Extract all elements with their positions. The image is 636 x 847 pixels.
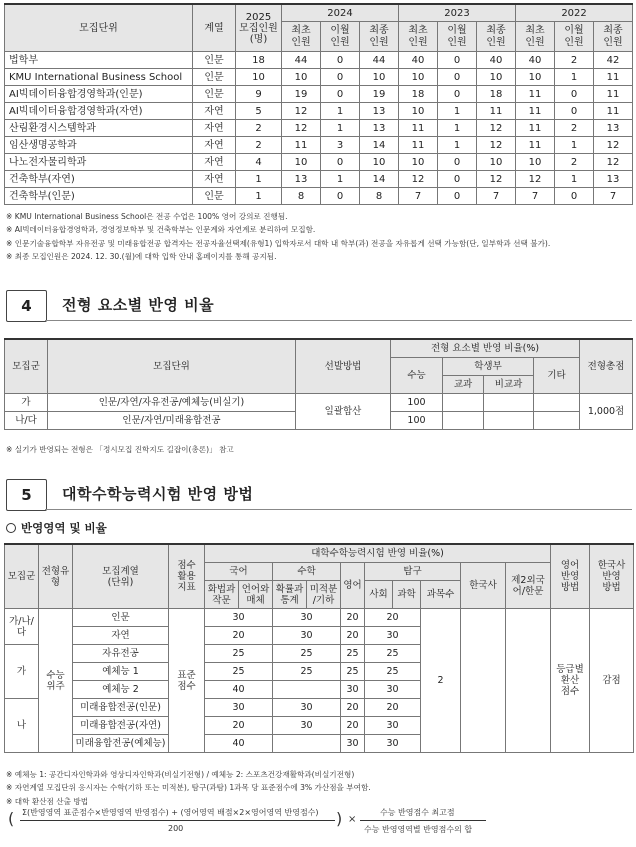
header-subject: 교과 xyxy=(443,376,484,394)
count-cell: 11 xyxy=(399,120,438,137)
unit-cell: 자연 xyxy=(73,627,169,645)
unit-name: AI빅데이터융합경영학과(자연) xyxy=(5,103,193,120)
count-cell: 1 xyxy=(438,103,477,120)
table1-notes xyxy=(6,210,550,263)
table-row xyxy=(5,69,633,86)
field: 인문 xyxy=(193,69,236,86)
header-nonsubject: 비교과 xyxy=(484,376,534,394)
korean-ratio: 40 xyxy=(205,735,273,753)
header-unit: 모집단위 xyxy=(48,339,296,394)
unit-name: AI빅데이터융합경영학과(인문) xyxy=(5,86,193,103)
unit-name: 산림환경시스템학과 xyxy=(5,120,193,137)
header-year-2022: 2022 xyxy=(516,4,633,22)
header-math: 수학 xyxy=(273,563,341,581)
quota-2025: 9 xyxy=(236,86,282,103)
count-cell: 11 xyxy=(516,103,555,120)
header-ratio: 대학수학능력시험 반영 비율(%) xyxy=(205,544,551,563)
count-cell: 10 xyxy=(399,103,438,120)
field: 인문 xyxy=(193,52,236,69)
unit-cell: 미래융합전공(인문) xyxy=(73,699,169,717)
count-cell: 7 xyxy=(399,188,438,205)
english-method-cell: 등급별 환산 점수 xyxy=(551,609,590,753)
count-cell: 10 xyxy=(399,154,438,171)
count-cell: 19 xyxy=(282,86,321,103)
formula-numerator: Σ(반영영역 표준점수×반영영역 반영점수) + (영어영역 배점×2×영어영역 반영점수) xyxy=(22,808,319,817)
formula-denominator: 200 xyxy=(168,824,184,833)
subheading: 반영영역 및 비율 xyxy=(6,520,107,536)
english-ratio: 25 xyxy=(341,645,365,663)
count-cell: 7 xyxy=(516,188,555,205)
unit-cell: 미래융합전공(자연) xyxy=(73,717,169,735)
header-etc: 기타 xyxy=(534,358,580,394)
unit-cell: 예체능 1 xyxy=(73,663,169,681)
note: ※ 예체능 1: 공간디자인학과와 영상디자인학과(비실기전형) / 예체능 2: 스포츠건강재활학과(비실기전형) xyxy=(6,770,355,779)
enrollment-table xyxy=(4,3,633,205)
row-group: 나/다 xyxy=(5,412,48,430)
count-cell: 0 xyxy=(555,86,594,103)
count-cell: 11 xyxy=(516,120,555,137)
table-row xyxy=(5,52,633,69)
header-final: 최종 인원 xyxy=(477,22,516,52)
count-cell: 11 xyxy=(516,86,555,103)
quota-2025: 18 xyxy=(236,52,282,69)
count-cell: 13 xyxy=(360,120,399,137)
header-carryover: 이월 인원 xyxy=(555,22,594,52)
score-index-cell: 표준 점수 xyxy=(169,609,205,753)
english-ratio: 30 xyxy=(341,681,365,699)
header-history: 한국사 xyxy=(461,563,506,609)
note: ※ 자연계열 모집단위 응시자는 수학(기하 또는 미적분), 탐구(과탐) 1과목 당 표준점수에 3% 가산점을 부여함. xyxy=(6,783,371,793)
count-cell: 10 xyxy=(360,154,399,171)
table-row xyxy=(5,188,633,205)
field: 자연 xyxy=(193,120,236,137)
count-cell: 1 xyxy=(555,137,594,154)
count-cell: 0 xyxy=(555,103,594,120)
group-cell: 나 xyxy=(5,699,39,753)
count-cell: 0 xyxy=(321,69,360,86)
note: ※ 대학 환산점 산출 방법 xyxy=(6,796,89,806)
section-number: 4 xyxy=(6,290,47,322)
header-2025: 2025 모집인원 (명) xyxy=(236,4,282,52)
row-unit: 인문/자연/미래융합전공 xyxy=(48,412,296,430)
header-final: 최종 인원 xyxy=(594,22,633,52)
count-cell: 12 xyxy=(282,103,321,120)
inquiry-ratio: 30 xyxy=(365,627,421,645)
count-cell: 10 xyxy=(282,154,321,171)
quota-2025: 1 xyxy=(236,171,282,188)
count-cell: 2 xyxy=(555,154,594,171)
second-language-cell xyxy=(506,609,551,753)
header-ratio: 전형 요소별 반영 비율(%) xyxy=(391,339,580,358)
header-school-record: 학생부 xyxy=(443,358,534,376)
inquiry-ratio: 20 xyxy=(365,609,421,627)
field: 인문 xyxy=(193,188,236,205)
korean-ratio: 20 xyxy=(205,717,273,735)
header-english: 영어 xyxy=(341,563,365,609)
count-cell: 3 xyxy=(321,137,360,154)
total-score: 1,000점 xyxy=(580,394,633,430)
header-korean-2: 언어와 매체 xyxy=(239,581,273,609)
count-cell: 10 xyxy=(282,69,321,86)
count-cell: 12 xyxy=(516,171,555,188)
count-cell: 12 xyxy=(477,171,516,188)
korean-ratio: 30 xyxy=(205,609,273,627)
korean-ratio: 30 xyxy=(205,699,273,717)
count-cell: 44 xyxy=(282,52,321,69)
quota-2025: 10 xyxy=(236,69,282,86)
section-5-heading xyxy=(6,479,632,510)
count-cell: 42 xyxy=(594,52,633,69)
header-math-1: 확률과 통계 xyxy=(273,581,307,609)
header-carryover: 이월 인원 xyxy=(438,22,477,52)
table-row xyxy=(5,86,633,103)
header-english-method: 영어 반영 방법 xyxy=(551,544,590,609)
count-cell: 1 xyxy=(321,103,360,120)
conversion-formula xyxy=(8,805,628,845)
header-year-2023: 2023 xyxy=(399,4,516,22)
count-cell: 12 xyxy=(477,120,516,137)
count-cell: 0 xyxy=(438,52,477,69)
count-cell: 0 xyxy=(438,69,477,86)
section-divider xyxy=(45,320,632,321)
count-cell: 10 xyxy=(516,154,555,171)
math-ratio: 30 xyxy=(273,717,341,735)
count-cell: 0 xyxy=(321,154,360,171)
fraction-bar xyxy=(360,820,486,821)
section-divider xyxy=(45,509,632,510)
field: 자연 xyxy=(193,171,236,188)
unit-name: 건축학부(인문) xyxy=(5,188,193,205)
count-cell: 11 xyxy=(594,69,633,86)
header-initial: 최초 인원 xyxy=(516,22,555,52)
table-row xyxy=(5,609,634,627)
count-cell: 8 xyxy=(282,188,321,205)
table-row xyxy=(5,137,633,154)
count-cell: 12 xyxy=(594,154,633,171)
count-cell: 1 xyxy=(321,171,360,188)
unit-cell: 예체능 2 xyxy=(73,681,169,699)
section-title: 대학수학능력시험 반영 방법 xyxy=(62,485,254,503)
header-type: 전형유형 xyxy=(39,544,73,609)
field: 인문 xyxy=(193,86,236,103)
count-cell: 1 xyxy=(321,120,360,137)
count-cell: 14 xyxy=(360,171,399,188)
english-ratio: 25 xyxy=(341,663,365,681)
count-cell: 13 xyxy=(594,120,633,137)
header-method: 선발방법 xyxy=(296,339,391,394)
count-cell: 0 xyxy=(438,154,477,171)
count-cell: 13 xyxy=(594,171,633,188)
count-cell: 8 xyxy=(360,188,399,205)
section-number: 5 xyxy=(6,479,47,511)
header-science: 과학 xyxy=(393,581,421,609)
count-cell: 7 xyxy=(477,188,516,205)
header-korean-1: 화법과 작문 xyxy=(205,581,239,609)
ratio-table xyxy=(4,338,633,430)
group-cell: 가 xyxy=(5,645,39,699)
history-cell xyxy=(461,609,506,753)
inquiry-ratio: 30 xyxy=(365,717,421,735)
header-history-method: 한국사 반영 방법 xyxy=(590,544,634,609)
count-cell: 40 xyxy=(399,52,438,69)
header-suneung: 수능 xyxy=(391,358,443,394)
header-subject-count: 과목수 xyxy=(421,581,461,609)
count-cell: 14 xyxy=(360,137,399,154)
header-score-index: 점수 활용 지표 xyxy=(169,544,205,609)
count-cell: 10 xyxy=(516,69,555,86)
formula-ratio-denominator: 수능 반영영역별 반영점수의 합 xyxy=(364,825,473,834)
math-ratio: 25 xyxy=(273,663,341,681)
inquiry-ratio: 30 xyxy=(365,735,421,753)
quota-2025: 2 xyxy=(236,137,282,154)
count-cell: 7 xyxy=(594,188,633,205)
field: 자연 xyxy=(193,154,236,171)
type-cell: 수능 위주 xyxy=(39,609,73,753)
header-group: 모집군 xyxy=(5,339,48,394)
math-ratio: 30 xyxy=(273,699,341,717)
header-unit: 모집계열 (단위) xyxy=(73,544,169,609)
math-ratio: 25 xyxy=(273,645,341,663)
formula-left-paren: ( xyxy=(8,809,15,828)
count-cell: 12 xyxy=(594,137,633,154)
unit-cell: 미래융합전공(예체능) xyxy=(73,735,169,753)
count-cell: 40 xyxy=(477,52,516,69)
count-cell: 10 xyxy=(477,154,516,171)
count-cell: 10 xyxy=(399,69,438,86)
english-ratio: 20 xyxy=(341,699,365,717)
count-cell: 40 xyxy=(516,52,555,69)
count-cell: 1 xyxy=(438,120,477,137)
header-year-2024: 2024 xyxy=(282,4,399,22)
unit-name: 건축학부(자연) xyxy=(5,171,193,188)
count-cell: 0 xyxy=(321,188,360,205)
table-row xyxy=(5,154,633,171)
header-field: 계열 xyxy=(193,4,236,52)
count-cell: 11 xyxy=(282,137,321,154)
header-initial: 최초 인원 xyxy=(282,22,321,52)
count-cell: 11 xyxy=(477,103,516,120)
count-cell: 11 xyxy=(399,137,438,154)
selection-method: 일괄합산 xyxy=(296,394,391,430)
count-cell: 0 xyxy=(438,86,477,103)
header-group: 모집군 xyxy=(5,544,39,609)
subject-count-cell: 2 xyxy=(421,609,461,753)
korean-ratio: 25 xyxy=(205,645,273,663)
header-second-language: 제2외국 어/한문 xyxy=(506,563,551,609)
count-cell: 19 xyxy=(360,86,399,103)
formula-right-paren: ) xyxy=(336,809,343,828)
inquiry-ratio: 30 xyxy=(365,681,421,699)
table-row xyxy=(5,103,633,120)
count-cell: 0 xyxy=(555,188,594,205)
header-korean: 국어 xyxy=(205,563,273,581)
suneung-ratio: 100 xyxy=(391,412,443,430)
field: 자연 xyxy=(193,137,236,154)
quota-2025: 5 xyxy=(236,103,282,120)
korean-ratio: 40 xyxy=(205,681,273,699)
math-ratio: 30 xyxy=(273,627,341,645)
formula-ratio-numerator: 수능 반영점수 최고점 xyxy=(380,808,455,817)
count-cell: 1 xyxy=(438,137,477,154)
quota-2025: 4 xyxy=(236,154,282,171)
count-cell: 12 xyxy=(477,137,516,154)
unit-name: KMU International Business School xyxy=(5,69,193,86)
quota-2025: 1 xyxy=(236,188,282,205)
header-inquiry: 탐구 xyxy=(365,563,461,581)
count-cell: 10 xyxy=(477,69,516,86)
section-4-heading xyxy=(6,290,632,321)
count-cell: 13 xyxy=(282,171,321,188)
inquiry-ratio: 25 xyxy=(365,645,421,663)
unit-cell: 인문 xyxy=(73,609,169,627)
circle-bullet-icon xyxy=(6,523,16,533)
inquiry-ratio: 20 xyxy=(365,699,421,717)
header-final: 최종 인원 xyxy=(360,22,399,52)
count-cell: 44 xyxy=(360,52,399,69)
note: ※ 인문기술융합학부 자유전공 및 미래융합전공 합격자는 전공자율선택제(유형1) 입학자로서 대학 내 학부(과) 전공을 자유롭게 선택 가능함(단, 일부학과 선택 불가). xyxy=(6,238,551,248)
count-cell: 0 xyxy=(321,86,360,103)
count-cell: 0 xyxy=(438,171,477,188)
note: ※ 최종 모집인원은 2024. 12. 30.(월)에 대학 입학 안내 홈페이지를 통해 공지됨. xyxy=(6,251,277,261)
history-method-cell: 감점 xyxy=(590,609,634,753)
row-group: 가 xyxy=(5,394,48,412)
header-initial: 최초 인원 xyxy=(399,22,438,52)
note: ※ KMU International Business School은 전공 수업은 100% 영어 강의로 진행됨. xyxy=(6,212,288,221)
math-ratio xyxy=(273,735,341,753)
count-cell: 0 xyxy=(321,52,360,69)
formula-times: × xyxy=(348,814,357,825)
korean-ratio: 25 xyxy=(205,663,273,681)
table2-note: ※ 실기가 반영되는 전형은 「정시모집 진학지도 길잡이(총론)」 참고 xyxy=(6,445,234,454)
count-cell: 1 xyxy=(555,171,594,188)
csat-table xyxy=(4,543,634,753)
english-ratio: 20 xyxy=(341,717,365,735)
korean-ratio: 20 xyxy=(205,627,273,645)
math-ratio xyxy=(273,681,341,699)
group-cell: 가/나/다 xyxy=(5,609,39,645)
suneung-ratio: 100 xyxy=(391,394,443,412)
unit-name: 나노전자물리학과 xyxy=(5,154,193,171)
unit-name: 임산생명공학과 xyxy=(5,137,193,154)
count-cell: 18 xyxy=(399,86,438,103)
unit-name: 법학부 xyxy=(5,52,193,69)
table-row xyxy=(5,120,633,137)
row-unit: 인문/자연/자유전공/예체능(비실기) xyxy=(48,394,296,412)
count-cell: 2 xyxy=(555,52,594,69)
count-cell: 12 xyxy=(282,120,321,137)
count-cell: 0 xyxy=(438,188,477,205)
field: 자연 xyxy=(193,103,236,120)
table-row xyxy=(5,171,633,188)
count-cell: 18 xyxy=(477,86,516,103)
count-cell: 11 xyxy=(516,137,555,154)
header-carryover: 이월 인원 xyxy=(321,22,360,52)
unit-cell: 자유전공 xyxy=(73,645,169,663)
count-cell: 1 xyxy=(555,69,594,86)
table3-notes xyxy=(6,768,371,808)
count-cell: 12 xyxy=(399,171,438,188)
count-cell: 2 xyxy=(555,120,594,137)
note: ※ AI빅데이터융합경영학과, 경영정보학부 및 건축학부는 인문계와 자연계로 분리하여 모집함. xyxy=(6,225,316,235)
count-cell: 11 xyxy=(594,86,633,103)
count-cell: 13 xyxy=(360,103,399,120)
inquiry-ratio: 25 xyxy=(365,663,421,681)
math-ratio: 30 xyxy=(273,609,341,627)
quota-2025: 2 xyxy=(236,120,282,137)
header-social: 사회 xyxy=(365,581,393,609)
english-ratio: 20 xyxy=(341,627,365,645)
english-ratio: 20 xyxy=(341,609,365,627)
header-math-2: 미적분 /기하 xyxy=(307,581,341,609)
section-title: 전형 요소별 반영 비율 xyxy=(62,296,215,314)
header-unit: 모집단위 xyxy=(5,4,193,52)
fraction-bar xyxy=(20,820,335,821)
english-ratio: 30 xyxy=(341,735,365,753)
count-cell: 11 xyxy=(594,103,633,120)
header-total: 전형총점 xyxy=(580,339,633,394)
count-cell: 10 xyxy=(360,69,399,86)
